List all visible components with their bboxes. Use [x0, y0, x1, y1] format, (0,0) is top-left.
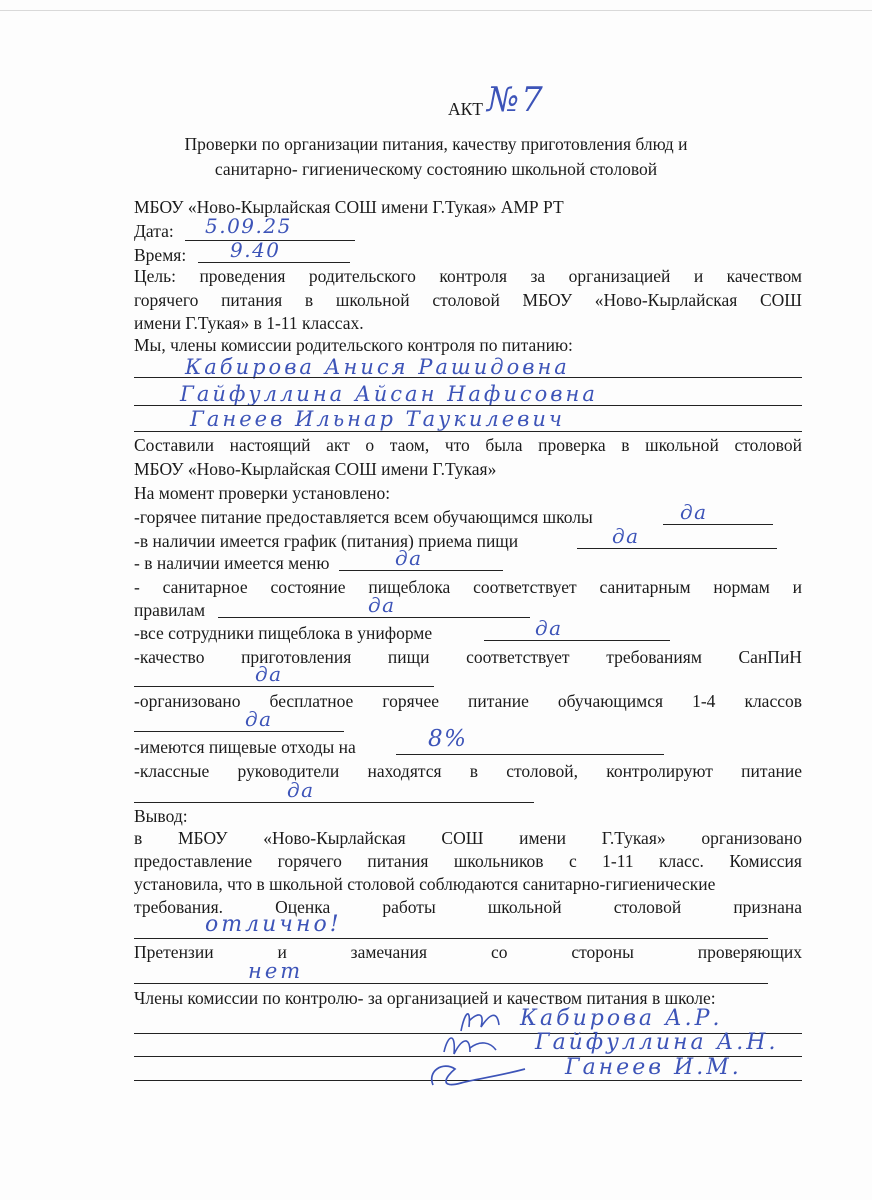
scan-edge	[0, 0, 872, 11]
member-1: Кабирова Анися Рашидовна	[185, 355, 570, 379]
compiled-line-2: МБОУ «Ново-Кырлайская СОШ имени Г.Тукая»	[134, 459, 497, 479]
check-waste-answer: 8%	[428, 726, 468, 752]
check-sanitary-answer: да	[368, 593, 396, 617]
check-schedule-answer: да	[612, 524, 640, 548]
check-uniform-answer: да	[535, 616, 563, 640]
check-waste: -имеются пищевые отходы на	[134, 737, 356, 757]
member-2: Гайфуллина Айсан Нафисовна	[180, 382, 598, 406]
member-1-line	[134, 377, 802, 378]
check-sanitary-line-2: правилам	[134, 600, 206, 620]
check-hot-meals-answer: да	[680, 500, 708, 524]
check-uniform: -все сотрудники пищеблока в униформе	[134, 623, 433, 643]
conclusion-line-2: предоставление горячего питания школьников с 1-11 класс. Комиссия	[134, 851, 802, 871]
time-underline	[198, 262, 350, 263]
date-label: Дата:	[134, 221, 174, 241]
signature-name-1: Кабирова А.Р.	[520, 1006, 723, 1031]
check-quality-line	[134, 686, 434, 687]
conclusion-line-3: установила, что в школьной столовой соблюдаются санитарно-гигиенические	[134, 874, 716, 894]
conclusion-label: Вывод:	[134, 806, 188, 826]
signature-mark-3	[425, 1055, 535, 1095]
established-heading: На момент проверки установлено:	[134, 483, 391, 503]
conclusion-rating: отлично!	[205, 912, 342, 937]
date-value: 5.09.25	[205, 214, 292, 238]
conclusion-line-4: требования. Оценка работы школьной столовой признана	[134, 897, 802, 917]
check-uniform-line	[484, 640, 670, 641]
check-hot-meals: -горячее питание предоставляется всем обучающимся школы	[134, 507, 593, 527]
title-line-2: санитарно- гигиеническому состоянию школьной столовой	[214, 159, 658, 179]
member-3-line	[134, 431, 802, 432]
claims-answer-line	[134, 983, 768, 984]
check-free-meals-line	[134, 731, 344, 732]
check-free-meals-answer: да	[245, 707, 273, 731]
check-waste-line	[396, 754, 664, 755]
check-quality-answer: да	[255, 662, 283, 686]
signatures-label: Члены комиссии по контролю- за организацией и качеством питания в школе:	[134, 988, 716, 1008]
time-value: 9.40	[230, 238, 281, 262]
act-number-handwritten: №7	[487, 80, 545, 120]
claims-line-1: Претензии и замечания со стороны проверяющих	[134, 942, 802, 962]
conclusion-rating-line	[134, 938, 768, 939]
goal-line-2: горячего питания в школьной столовой МБОУ «Ново-Кырлайская СОШ	[134, 290, 802, 310]
school-name: МБОУ «Ново-Кырлайская СОШ имени Г.Тукая» АМР РТ	[134, 197, 564, 217]
conclusion-line-1: в МБОУ «Ново-Кырлайская СОШ имени Г.Тукая» организовано	[134, 828, 802, 848]
check-menu: - в наличии имеется меню	[134, 553, 330, 573]
signature-name-3: Ганеев И.М.	[565, 1055, 742, 1080]
check-quality-line-1: -качество приготовления пищи соответствует требованиям СанПиН	[134, 647, 802, 667]
check-menu-answer: да	[395, 546, 423, 570]
check-free-meals-line-1: -организовано бесплатное горячее питание обучающимся 1-4 классов	[134, 691, 802, 711]
compiled-line-1: Составили настоящий акт о таом, что была проверка в школьной столовой	[134, 435, 802, 455]
time-label: Время:	[134, 245, 187, 265]
goal-line-3: имени Г.Тукая» в 1-11 классах.	[134, 313, 364, 333]
check-schedule: -в наличии имеется график (питания) приема пищи	[134, 531, 519, 551]
members-intro: Мы, члены комиссии родительского контроля по питанию:	[134, 335, 573, 355]
check-sanitary-line	[218, 617, 530, 618]
claims-answer: нет	[248, 959, 304, 983]
check-sanitary-line-1: - санитарное состояние пищеблока соответствует санитарным нормам и	[134, 577, 802, 597]
member-3: Ганеев Ильнар Таукилевич	[190, 407, 565, 431]
goal-line-1: Цель: проведения родительского контроля за организацией и качеством	[134, 266, 802, 286]
act-title-prefix: АКТ	[448, 99, 483, 119]
member-2-line	[134, 405, 802, 406]
check-menu-line	[339, 570, 503, 571]
check-hot-meals-line	[663, 524, 773, 525]
check-teachers-answer: да	[287, 778, 315, 802]
title-line-1: Проверки по организации питания, качеству приготовления блюд и	[184, 134, 688, 154]
check-schedule-line	[577, 548, 777, 549]
check-teachers-line	[134, 802, 534, 803]
signature-name-2: Гайфуллина А.Н.	[535, 1030, 779, 1055]
check-teachers-line-1: -классные руководители находятся в столовой, контролируют питание	[134, 761, 802, 781]
